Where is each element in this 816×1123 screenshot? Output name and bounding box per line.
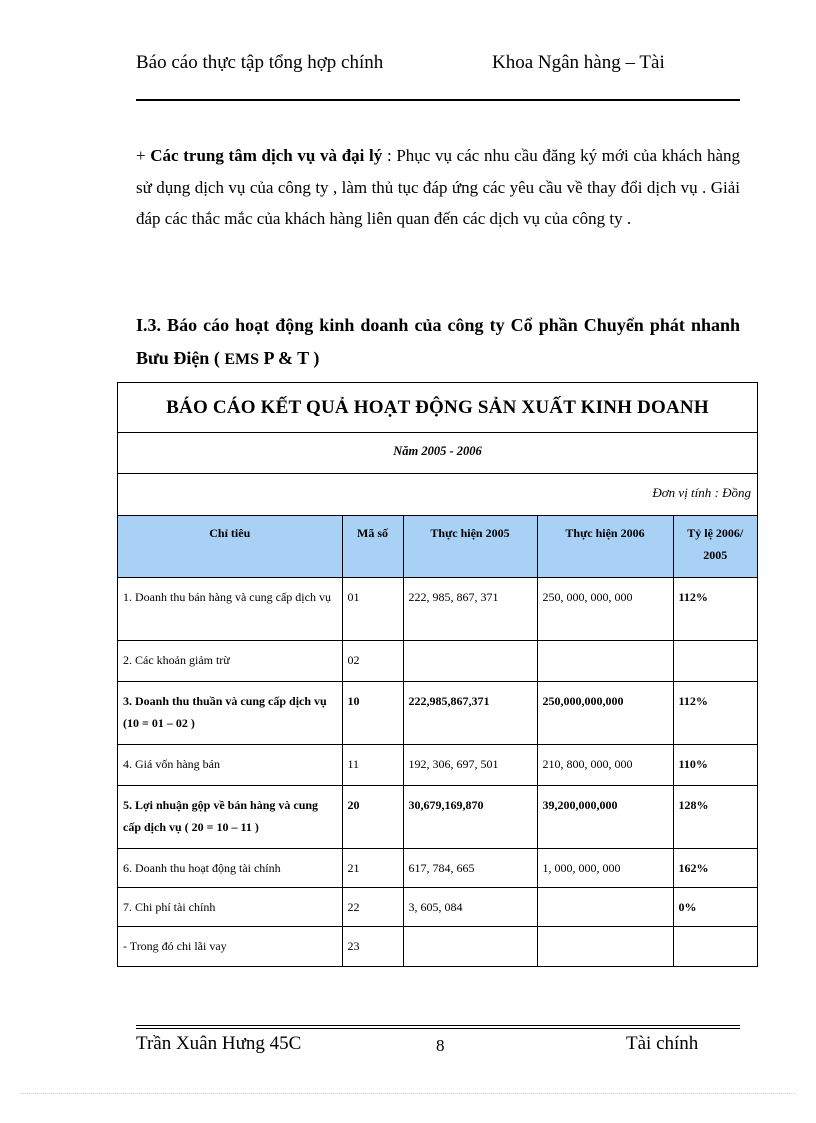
row-ratio: 110% [673, 745, 757, 786]
row-name: - Trong đó chi lãi vay [118, 927, 342, 966]
column-header: Tỷ lệ 2006/ 2005 [673, 516, 757, 578]
page-number: 8 [436, 1036, 445, 1055]
column-header: Thực hiện 2005 [403, 516, 537, 578]
section-heading-text: I.3. Báo cáo hoạt động kinh doanh của công ty Cổ phần Chuyển phát nhanh Bưu Điện ( [136, 315, 740, 368]
header-left-title: Báo cáo thực tập tổng hợp chính [136, 52, 384, 73]
table-row [118, 888, 757, 927]
row-value-2006: 210, 800, 000, 000 [537, 745, 673, 786]
row-value-2006: 39,200,000,000 [537, 786, 673, 849]
row-value-2006 [537, 888, 673, 927]
row-name: 6. Doanh thu hoạt động tài chính [118, 849, 342, 888]
report-unit: Đơn vị tính : Đồng [652, 485, 751, 500]
row-name: 4. Giá vốn hàng bán [118, 745, 342, 786]
row-ratio [673, 641, 757, 682]
row-value-2005 [403, 641, 537, 682]
row-value-2005 [403, 927, 537, 966]
paragraph-text: : Phục vụ các nhu cầu đăng ký mới của khách hàng sử dụng dịch vụ của công ty , làm thủ tục đáp ứng các yêu cầu về thay đổi dịch vụ . Giải đáp các thắc mắc của khách hàng liên quan đến các dịch vụ của công ty . [136, 146, 740, 228]
header-right-title: Khoa Ngân hàng – Tài [492, 52, 665, 73]
footer-author: Trần Xuân Hưng 45C [136, 1033, 302, 1054]
row-name: 7. Chi phí tài chính [118, 888, 342, 927]
row-ratio: 112% [673, 682, 757, 745]
row-code: 11 [342, 745, 403, 786]
row-ratio: 128% [673, 786, 757, 849]
page-edge-divider [20, 1093, 796, 1094]
row-ratio: 112% [673, 578, 757, 641]
row-code: 02 [342, 641, 403, 682]
report-year: Năm 2005 - 2006 [118, 433, 757, 474]
section-heading-tail: P & T ) [258, 348, 320, 368]
row-value-2006: 250, 000, 000, 000 [537, 578, 673, 641]
report-title: BÁO CÁO KẾT QUẢ HOẠT ĐỘNG SẢN XUẤT KINH DOANH [118, 383, 757, 433]
row-ratio [673, 927, 757, 966]
row-code: 23 [342, 927, 403, 966]
row-value-2005: 617, 784, 665 [403, 849, 537, 888]
row-ratio: 162% [673, 849, 757, 888]
table-row [118, 682, 757, 745]
row-value-2005: 222, 985, 867, 371 [403, 578, 537, 641]
row-name: 5. Lợi nhuận gộp về bán hàng và cung cấp dịch vụ ( 20 = 10 – 11 ) [118, 786, 342, 849]
row-ratio: 0% [673, 888, 757, 927]
row-value-2006: 1, 000, 000, 000 [537, 849, 673, 888]
table-row [118, 745, 757, 786]
row-name: 2. Các khoản giảm trừ [118, 641, 342, 682]
row-value-2005: 192, 306, 697, 501 [403, 745, 537, 786]
row-code: 10 [342, 682, 403, 745]
column-header: Chỉ tiêu [118, 516, 342, 578]
row-value-2005: 3, 605, 084 [403, 888, 537, 927]
row-code: 22 [342, 888, 403, 927]
footer-rule [136, 1028, 740, 1029]
footer-right: Tài chính [626, 1033, 699, 1054]
header-row [118, 516, 757, 578]
row-value-2005: 222,985,867,371 [403, 682, 537, 745]
header-rule [136, 99, 740, 101]
column-header: Thực hiện 2006 [537, 516, 673, 578]
row-name: 1. Doanh thu bán hàng và cung cấp dịch vụ [118, 578, 342, 641]
row-name: 3. Doanh thu thuần và cung cấp dịch vụ (10 = 01 – 02 ) [118, 682, 342, 745]
table-row [118, 927, 757, 966]
row-value-2006 [537, 927, 673, 966]
table-row [118, 578, 757, 641]
row-code: 20 [342, 786, 403, 849]
row-value-2006: 250,000,000,000 [537, 682, 673, 745]
paragraph-bold-lead: Các trung tâm dịch vụ và đại lý [150, 146, 383, 165]
table-row [118, 786, 757, 849]
report-body [118, 578, 757, 966]
row-value-2006 [537, 641, 673, 682]
table-row [118, 641, 757, 682]
footer-rule [136, 1025, 740, 1026]
row-code: 21 [342, 849, 403, 888]
table-row [118, 849, 757, 888]
section-heading [136, 309, 740, 376]
row-value-2005: 30,679,169,870 [403, 786, 537, 849]
report-grid [118, 515, 757, 966]
section-heading-ems: EMS [224, 351, 259, 368]
body-paragraph [136, 140, 740, 235]
paragraph-prefix: + [136, 146, 151, 165]
column-header: Mã số [342, 516, 403, 578]
report-table [117, 382, 758, 967]
row-code: 01 [342, 578, 403, 641]
